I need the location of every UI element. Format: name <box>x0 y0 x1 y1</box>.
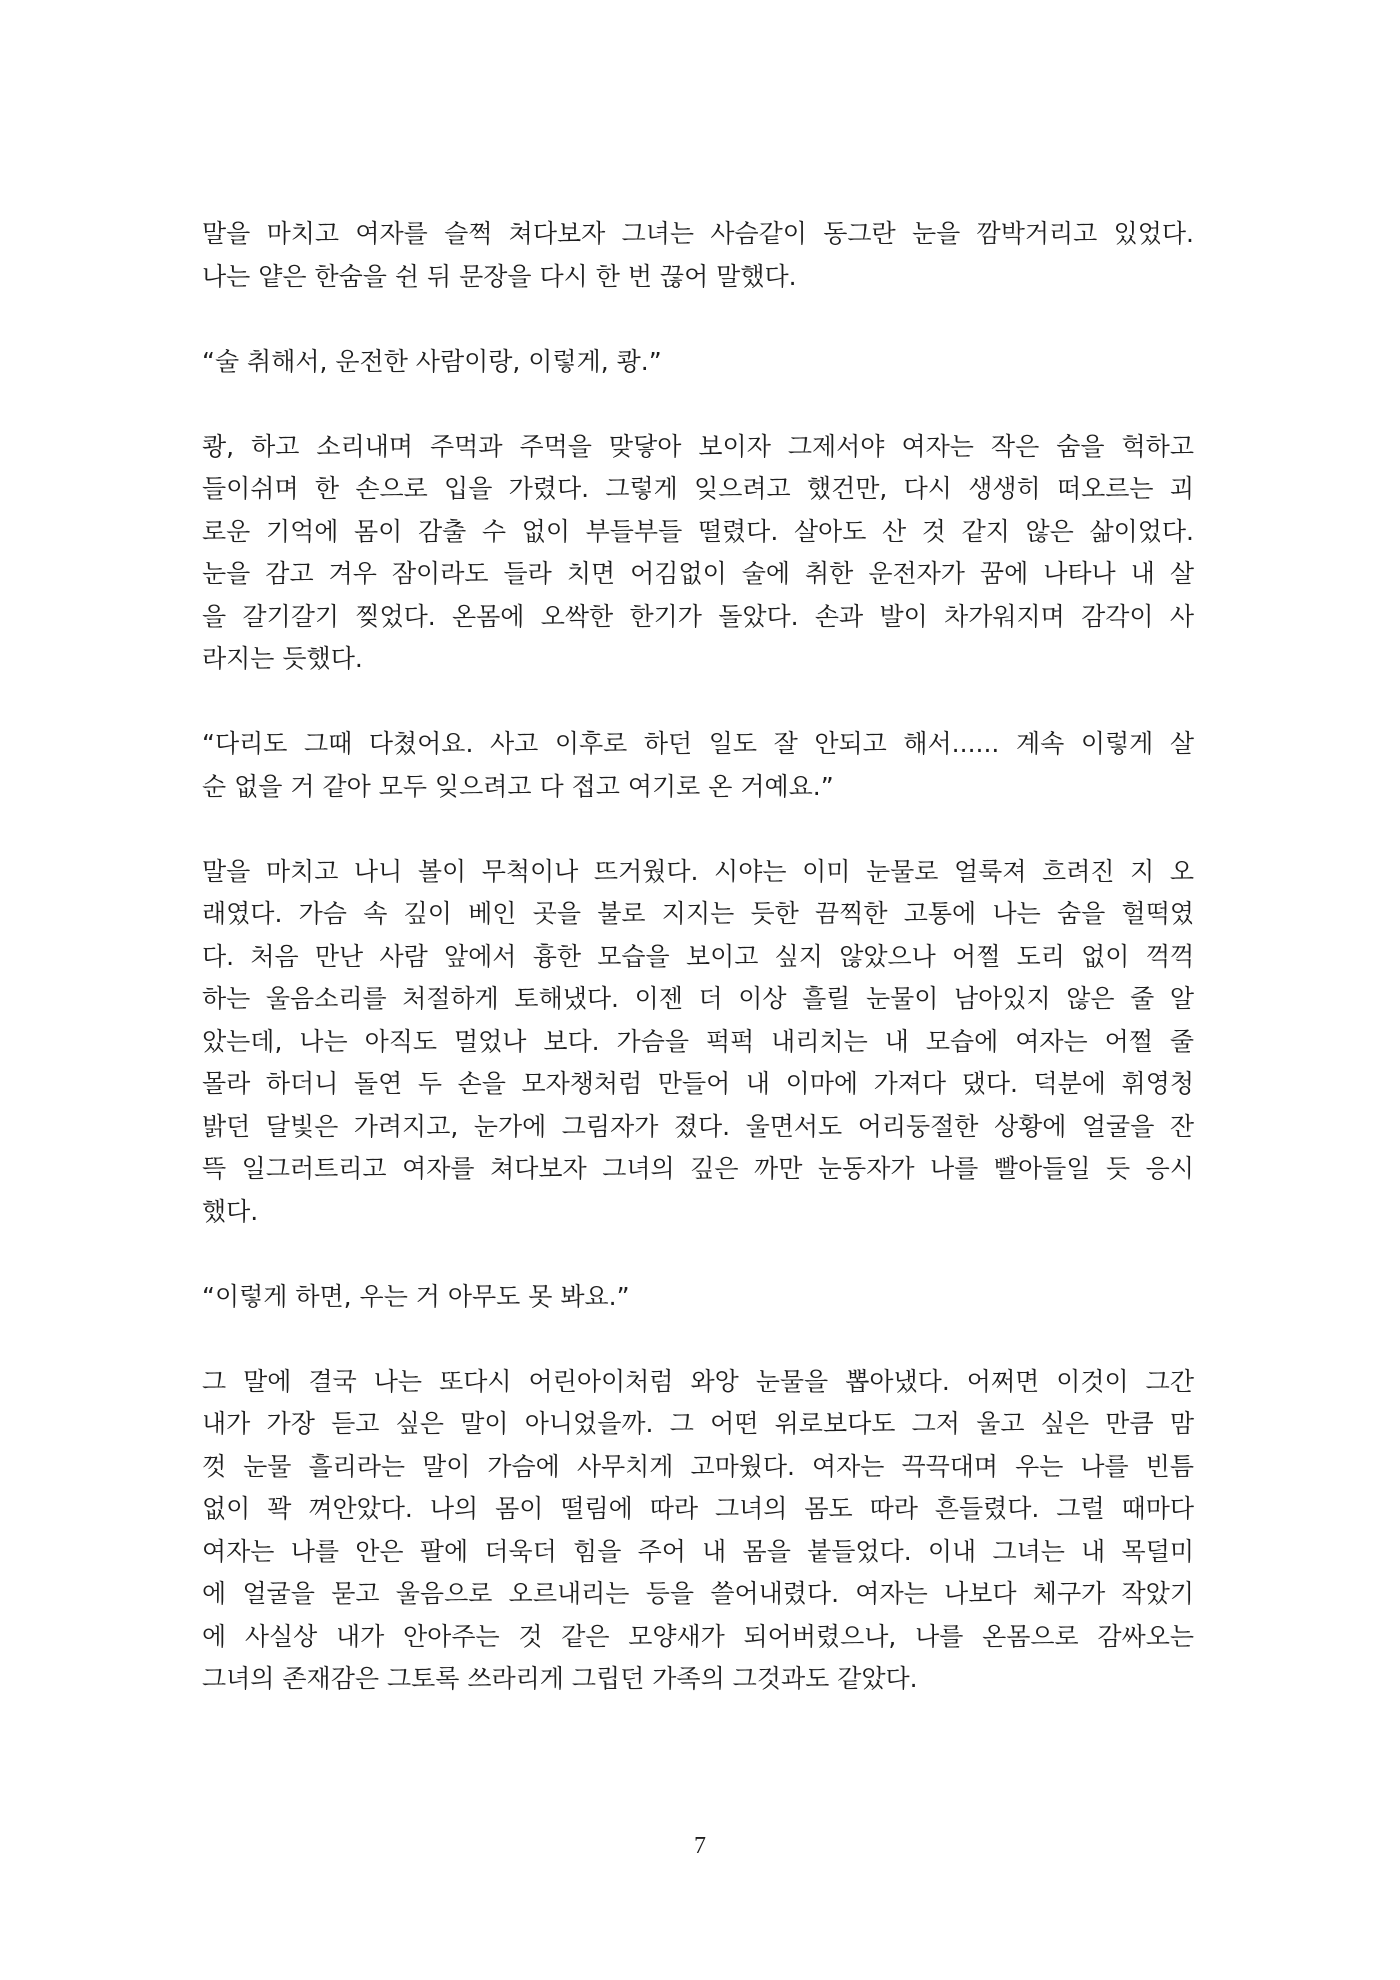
text-line: 했다. <box>202 1196 259 1226</box>
text-line: “다리도 그때 다쳤어요. 사고 이후로 하던 일도 잘 안되고 해서...... 계속 이렇게 살 <box>202 729 1194 758</box>
page-number: 7 <box>694 1833 706 1859</box>
text-line: 다. 처음 만난 사람 앞에서 흉한 모습을 보이고 싶지 않았으나 어쩔 도리 없이 꺽꺽 <box>202 941 1194 971</box>
text-line: “이렇게 하면, 우는 거 아무도 못 봐요.” <box>202 1281 630 1311</box>
text-line: 로운 기억에 몸이 감출 수 없이 부들부들 떨렸다. 살아도 산 것 같지 않은 삶이었다. <box>202 516 1194 546</box>
text-line: 았는데, 나는 아직도 멀었나 보다. 가슴을 퍽퍽 내리치는 내 모습에 여자는 어쩔 줄 <box>202 1026 1194 1056</box>
text-line: 껏 눈물 흘리라는 말이 가슴에 사무치게 고마웠다. 여자는 끅끅대며 우는 나를 빈틈 <box>202 1451 1194 1481</box>
text-line: 라지는 듯했다. <box>202 644 363 673</box>
text-line: “술 취해서, 운전한 사람이랑, 이렇게, 쾅.” <box>202 346 662 376</box>
text-line: 에 얼굴을 묻고 울음으로 오르내리는 등을 쓸어내렸다. 여자는 나보다 체구가 작았기 <box>202 1579 1194 1608</box>
text-line: 순 없을 거 같아 모두 잊으려고 다 접고 여기로 온 거예요.” <box>202 771 834 801</box>
text-line: 뜩 일그러트리고 여자를 쳐다보자 그녀의 깊은 까만 눈동자가 나를 빨아들일 듯 응시 <box>202 1154 1194 1183</box>
text-line: 밝던 달빛은 가려지고, 눈가에 그림자가 졌다. 울면서도 어리둥절한 상황에 얼굴을 잔 <box>202 1111 1194 1141</box>
narrative-paragraph <box>202 851 1194 1234</box>
dialogue-paragraph <box>202 341 1194 384</box>
text-line: 래였다. 가슴 속 깊이 베인 곳을 불로 지지는 듯한 끔찍한 고통에 나는 숨을 헐떡였 <box>202 899 1194 928</box>
text-line: 내가 가장 듣고 싶은 말이 아니었을까. 그 어떤 위로보다도 그저 울고 싶은 만큼 맘 <box>202 1409 1194 1438</box>
text-line: 그녀의 존재감은 그토록 쓰라리게 그립던 가족의 그것과도 같았다. <box>202 1664 918 1693</box>
text-line: 그 말에 결국 나는 또다시 어린아이처럼 와앙 눈물을 뽑아냈다. 어쩌면 이것이 그간 <box>202 1366 1194 1396</box>
text-line: 몰라 하더니 돌연 두 손을 모자챙처럼 만들어 내 이마에 가져다 댔다. 덕분에 휘영청 <box>202 1069 1194 1098</box>
narrative-paragraph <box>202 1361 1194 1701</box>
narrative-paragraph <box>202 213 1194 298</box>
text-line: 나는 얕은 한숨을 쉰 뒤 문장을 다시 한 번 끊어 말했다. <box>202 261 797 291</box>
dialogue-paragraph <box>202 1276 1194 1319</box>
text-line: 없이 꽉 껴안았다. 나의 몸이 떨림에 따라 그녀의 몸도 따라 흔들렸다. 그럴 때마다 <box>202 1494 1194 1523</box>
dialogue-paragraph <box>202 723 1194 808</box>
text-line: 들이쉬며 한 손으로 입을 가렸다. 그렇게 잊으려고 했건만, 다시 생생히 떠오르는 괴 <box>202 474 1194 503</box>
text-line: 을 갈기갈기 찢었다. 온몸에 오싹한 한기가 돌았다. 손과 발이 차가워지며 감각이 사 <box>202 601 1194 631</box>
text-line: 에 사실상 내가 안아주는 것 같은 모양새가 되어버렸으나, 나를 온몸으로 감싸오는 <box>202 1621 1194 1651</box>
text-line: 말을 마치고 나니 볼이 무척이나 뜨거웠다. 시야는 이미 눈물로 얼룩져 흐려진 지 오 <box>202 856 1194 886</box>
text-line: 말을 마치고 여자를 슬쩍 쳐다보자 그녀는 사슴같이 동그란 눈을 깜박거리고 있었다. <box>202 219 1194 248</box>
text-line: 여자는 나를 안은 팔에 더욱더 힘을 주어 내 몸을 붙들었다. 이내 그녀는 내 목덜미 <box>202 1536 1194 1566</box>
text-line: 눈을 감고 겨우 잠이라도 들라 치면 어김없이 술에 취한 운전자가 꿈에 나타나 내 살 <box>202 559 1194 588</box>
text-line: 하는 울음소리를 처절하게 토해냈다. 이젠 더 이상 흘릴 눈물이 남아있지 않은 줄 알 <box>202 984 1194 1013</box>
narrative-paragraph <box>202 426 1194 681</box>
page-body-text <box>202 213 1194 1743</box>
text-line: 쾅, 하고 소리내며 주먹과 주먹을 맞닿아 보이자 그제서야 여자는 작은 숨을 헉하고 <box>202 431 1194 461</box>
